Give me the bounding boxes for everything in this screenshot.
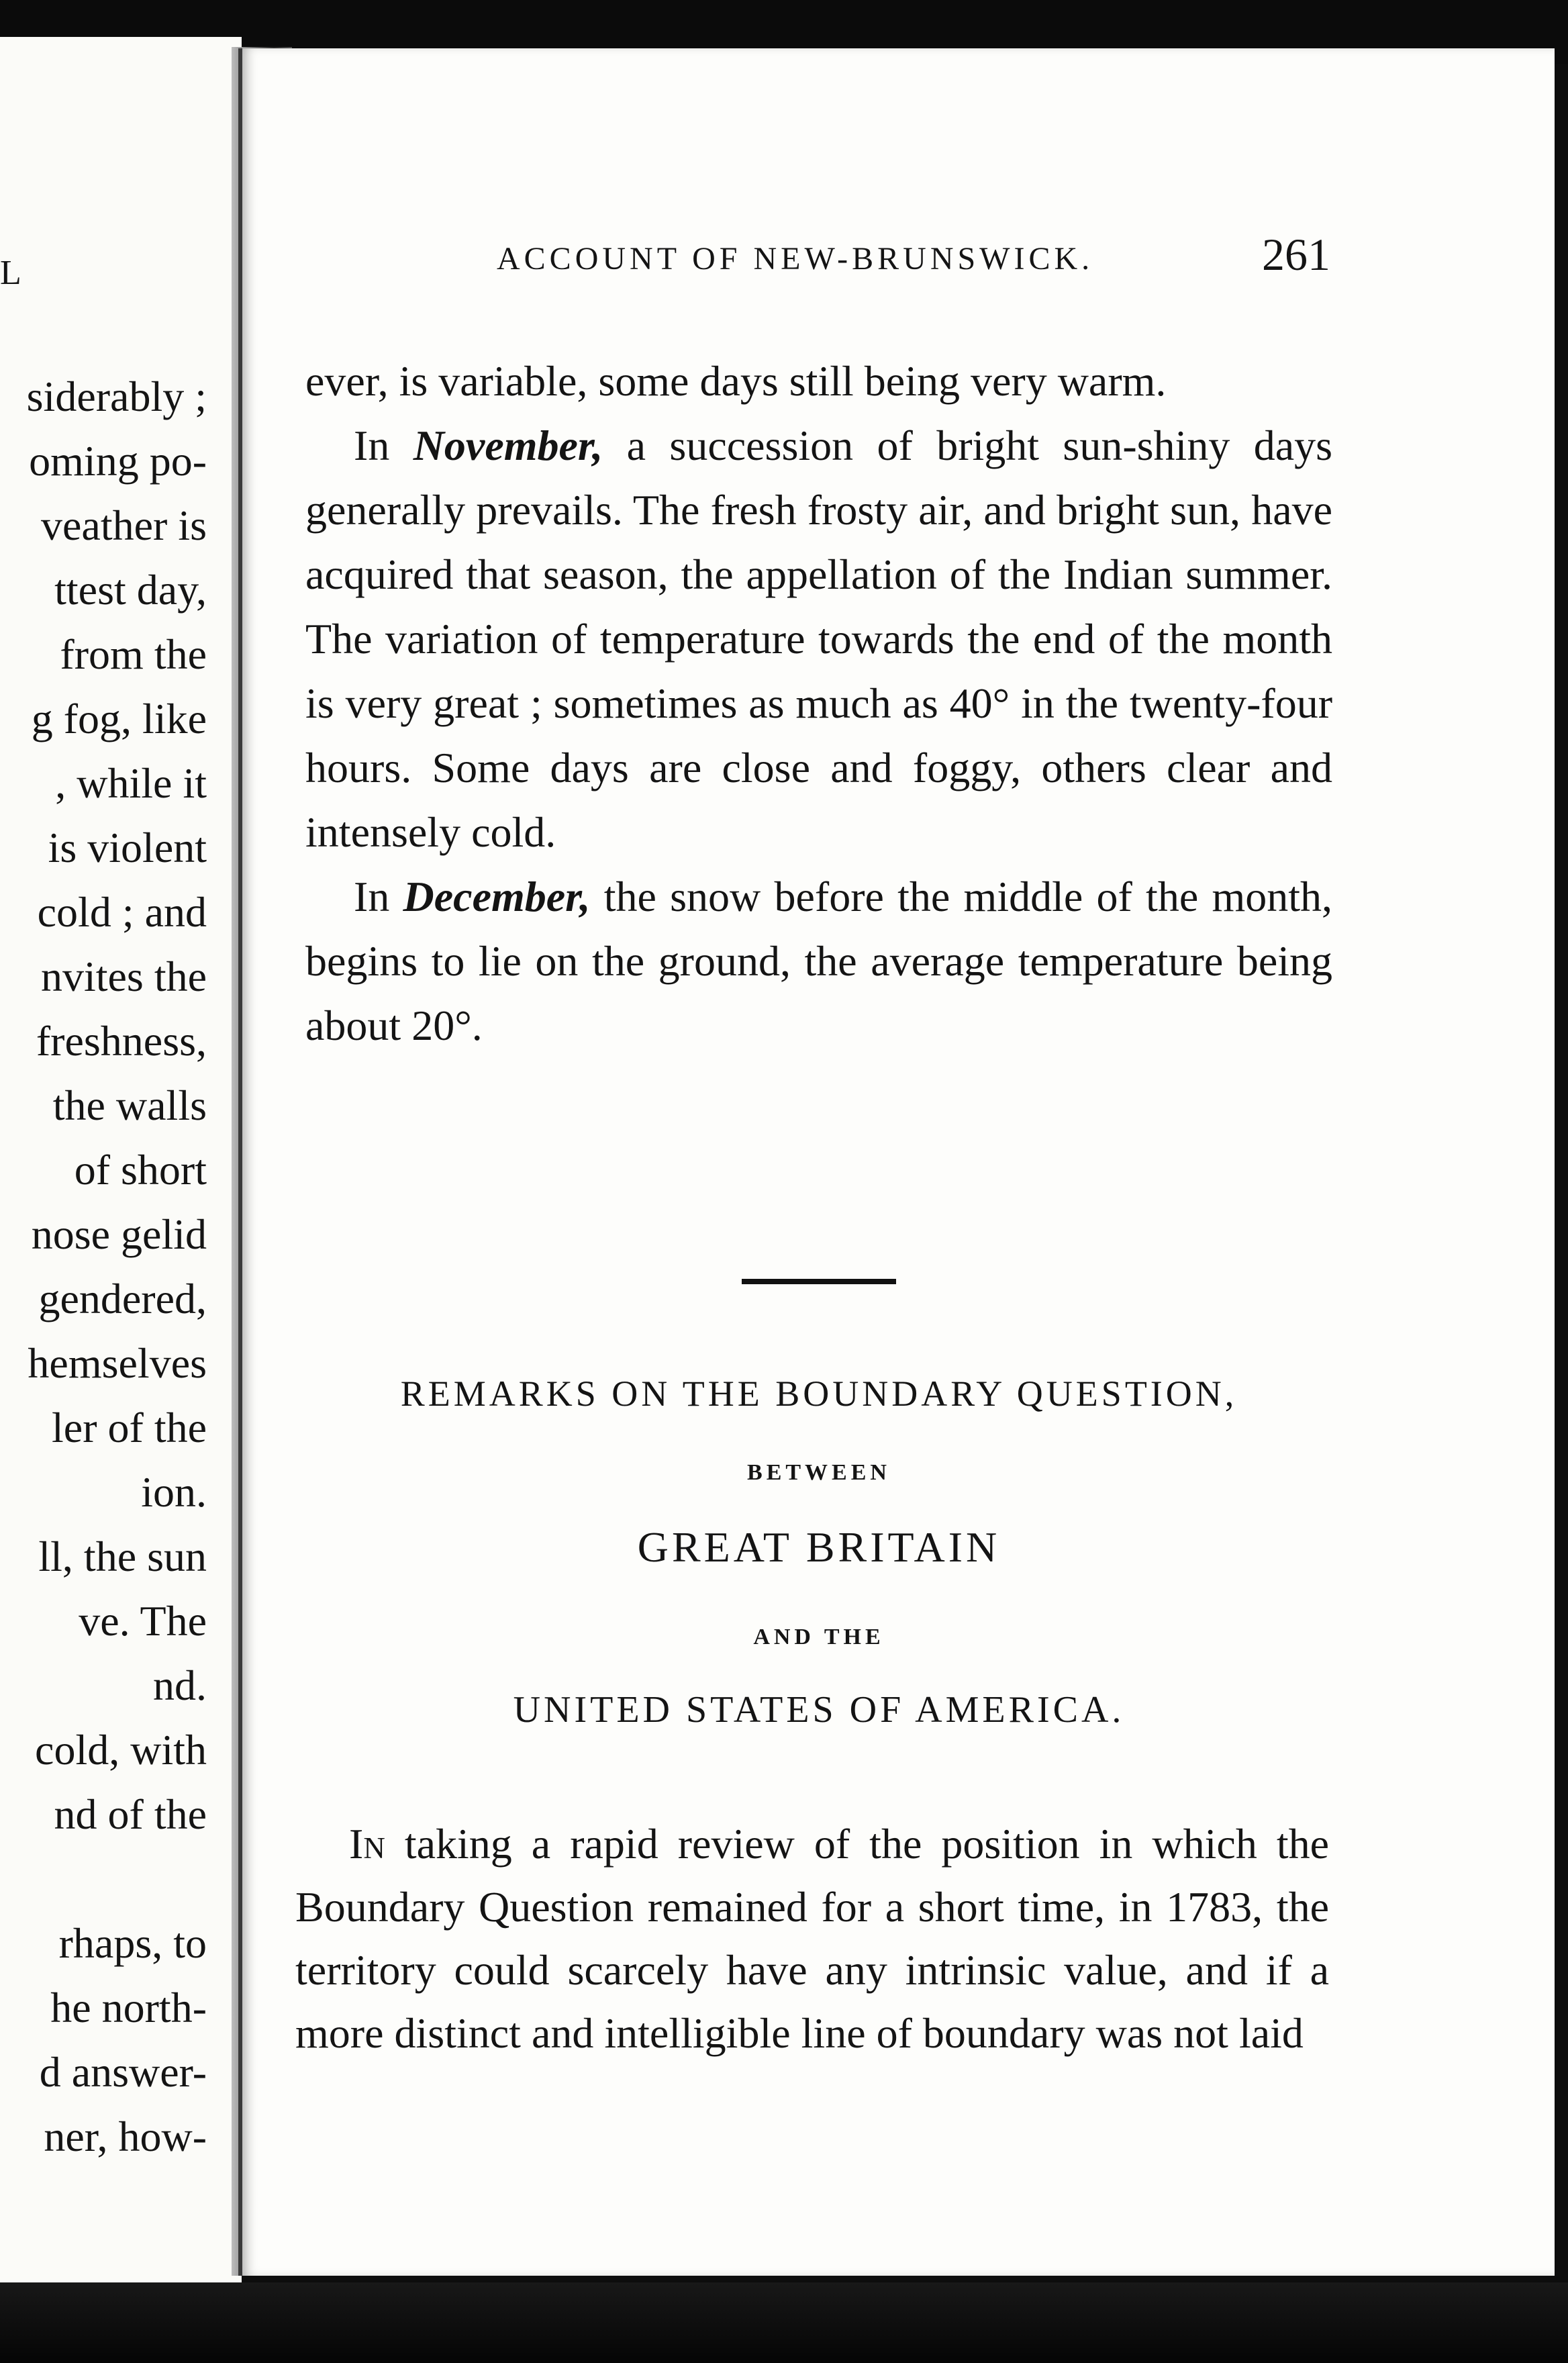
title-between: BETWEEN bbox=[747, 1460, 891, 1485]
left-line: of short bbox=[74, 1146, 207, 1194]
left-line: nose gelid bbox=[31, 1210, 207, 1258]
left-line bbox=[0, 1847, 207, 1911]
left-line: d answer- bbox=[39, 2048, 207, 2096]
paragraph-start: In bbox=[354, 873, 390, 920]
section-title: REMARKS ON THE BOUNDARY QUESTION, bbox=[400, 1373, 1238, 1414]
boundary-text bbox=[295, 1813, 1329, 2065]
left-line: ner, how- bbox=[44, 2113, 207, 2160]
left-line: nd. bbox=[153, 1661, 207, 1709]
drop-word: In bbox=[349, 1820, 385, 1868]
left-page bbox=[0, 37, 242, 2282]
paragraph-boundary bbox=[295, 1813, 1329, 2065]
month-label-december: December, bbox=[403, 873, 591, 920]
title-united-states: UNITED STATES OF AMERICA. bbox=[513, 1689, 1125, 1731]
left-line: nd of the bbox=[54, 1790, 207, 1838]
left-line: g fog, like bbox=[31, 695, 207, 742]
left-line: is violent bbox=[48, 824, 207, 871]
left-line: oming po- bbox=[29, 437, 207, 485]
left-line: ve. The bbox=[79, 1597, 207, 1645]
left-line: gendered, bbox=[38, 1275, 207, 1322]
left-page-text bbox=[0, 365, 207, 2169]
running-head: ACCOUNT OF NEW-BRUNSWICK. bbox=[497, 241, 1094, 277]
left-line: ll, the sun bbox=[38, 1533, 207, 1580]
paragraph-december bbox=[305, 865, 1332, 1058]
paragraph-october-end: ever, is variable, some days still being very warm. bbox=[305, 357, 1167, 405]
left-line: hemselves bbox=[28, 1339, 207, 1387]
scan-bottom-edge bbox=[0, 2282, 1568, 2363]
title-great-britain: GREAT BRITAIN bbox=[637, 1523, 1001, 1571]
left-line: cold ; and bbox=[37, 888, 207, 936]
left-line: siderably ; bbox=[26, 373, 207, 420]
left-line: rhaps, to bbox=[58, 1919, 207, 1967]
left-line: the walls bbox=[52, 1081, 207, 1129]
left-line: ion. bbox=[141, 1468, 207, 1516]
left-line: veather is bbox=[41, 501, 207, 549]
paragraph-november bbox=[305, 414, 1332, 865]
left-line: he north- bbox=[50, 1984, 207, 2031]
left-line: ttest day, bbox=[54, 566, 207, 614]
paragraph-body: a succession of bright sun-shiny days generally prevails. The fresh frosty air, and bright sun, have acquired that season, the appellation of the Indian summer. The variation of temperature towards the end of the month is very great ; sometimes as much as 40° in the twenty-four hours. Some days are close and foggy, others clear and intensely cold. bbox=[305, 422, 1333, 856]
page-number: 261 bbox=[1262, 229, 1330, 280]
title-and-the: AND THE bbox=[753, 1625, 885, 1649]
month-label-november: November, bbox=[413, 422, 603, 469]
left-line: cold, with bbox=[35, 1726, 207, 1774]
left-line: freshness, bbox=[36, 1017, 207, 1065]
climate-text bbox=[305, 349, 1332, 1058]
left-line: from the bbox=[60, 630, 207, 678]
left-line: ler of the bbox=[52, 1404, 207, 1451]
paragraph-body: taking a rapid review of the position in which the Boundary Question remained for a short time, in 1783, the territory could scarcely have any intrinsic value, and if a more distinct and intelligible line of boundary was not laid bbox=[295, 1820, 1330, 2057]
section-divider-rule bbox=[742, 1279, 896, 1284]
paragraph-body: the snow before the middle of the month, begins to lie on the ground, the average temperature being about 20°. bbox=[305, 873, 1333, 1049]
left-line: nvites the bbox=[40, 953, 207, 1000]
left-line: , while it bbox=[55, 759, 207, 807]
left-page-running-head: L bbox=[0, 254, 23, 292]
paragraph-start: In bbox=[354, 422, 390, 469]
